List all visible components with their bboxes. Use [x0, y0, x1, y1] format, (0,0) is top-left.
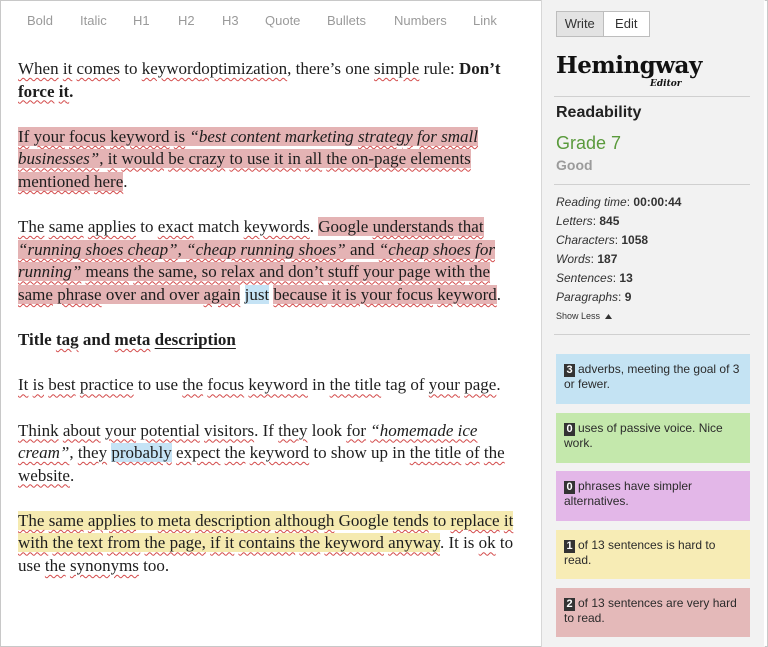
word: to — [124, 59, 138, 78]
word: look — [311, 420, 342, 440]
word: here — [94, 171, 124, 191]
passive-voice-card[interactable] — [556, 413, 750, 463]
word: rule: — [423, 59, 455, 78]
text: the same — [18, 262, 491, 304]
word: to — [140, 510, 154, 530]
edit-mode-button[interactable]: Edit — [615, 16, 638, 31]
word: is — [32, 375, 44, 395]
section-heading — [18, 329, 528, 352]
word: strategy — [357, 126, 413, 146]
simpler-count: 0 — [564, 481, 575, 494]
word: exact — [157, 217, 194, 237]
word: Title — [18, 330, 52, 350]
word: they — [278, 420, 308, 440]
word: anyway — [388, 533, 440, 553]
word: your — [104, 420, 137, 440]
quote: “cheap shoes for running” — [18, 239, 495, 282]
simpler-alternatives-card[interactable] — [556, 471, 750, 521]
text: , — [177, 239, 182, 259]
word: keywords — [243, 217, 310, 237]
word: the — [44, 556, 66, 576]
simpler-text: phrases have simpler alternatives. — [564, 479, 693, 508]
veryhard-text: of 13 sentences are very hard to read. — [564, 596, 737, 625]
word: mentioned — [18, 171, 90, 191]
word: all — [305, 149, 323, 169]
word: about — [62, 420, 101, 440]
mode-toggle — [556, 11, 650, 37]
text: for small businesses” — [18, 126, 478, 169]
text: stuff your page with — [327, 262, 465, 282]
word: that — [458, 217, 484, 237]
text: the same, so relax and don’t — [133, 262, 324, 282]
stat-value: 187 — [597, 252, 618, 266]
paragraph-4 — [18, 374, 528, 397]
word: Think — [18, 420, 59, 440]
text: to use — [18, 533, 514, 576]
word: ok — [478, 533, 496, 553]
format-toolbar — [0, 0, 540, 40]
word: keyword — [248, 375, 308, 395]
word: from — [107, 533, 141, 553]
word: same — [48, 510, 84, 530]
word: your — [428, 375, 460, 395]
quote: “running shoes cheap” — [18, 239, 178, 259]
text: , — [69, 443, 74, 463]
stat-characters: Characters: 1058 — [556, 233, 649, 247]
text: . — [309, 217, 315, 237]
stat-label: Paragraphs — [556, 290, 619, 304]
word: expect — [176, 443, 221, 463]
paragraph-2 — [18, 126, 528, 194]
text: . It is — [439, 533, 475, 553]
word: it — [107, 149, 118, 169]
text: , there’s one — [287, 59, 370, 78]
word: meta — [114, 330, 151, 350]
word: focus — [207, 375, 245, 395]
word: keyword — [324, 533, 384, 553]
text: if it — [210, 533, 235, 553]
word: it — [62, 59, 73, 78]
text: . — [123, 171, 128, 191]
quote-button[interactable]: Quote — [265, 13, 301, 28]
word: the — [224, 443, 246, 463]
text-editor[interactable] — [18, 58, 528, 600]
paragraph-5 — [18, 420, 528, 488]
text: to use — [137, 375, 179, 395]
h2-button[interactable]: H2 — [178, 13, 195, 28]
word: they — [77, 443, 108, 463]
stat-letters: Letters: 845 — [556, 214, 620, 228]
very-hard-sentence — [18, 127, 478, 191]
quote: “cheap running shoes” — [186, 239, 346, 259]
adverbs-card[interactable] — [556, 354, 750, 404]
word: Google — [338, 510, 389, 530]
stat-label: Words — [556, 252, 591, 266]
stat-label: Sentences — [556, 271, 613, 285]
text: it is your focus — [331, 284, 434, 304]
text: the page, — [144, 533, 206, 553]
word: keyword — [249, 443, 310, 463]
stat-label: Letters — [556, 214, 593, 228]
stat-label: Characters — [556, 233, 615, 247]
bullets-button[interactable]: Bullets — [327, 13, 367, 28]
word: synonyms — [69, 556, 139, 576]
word: because — [273, 284, 328, 304]
adverbs-text: adverbs, meeting the goal of 3 or fewer. — [564, 362, 740, 391]
stat-value: 1058 — [621, 233, 649, 247]
text: “best content marketing — [189, 126, 354, 146]
quote: “homemade ice cream” — [18, 420, 478, 463]
word: although — [274, 510, 335, 530]
word: is — [173, 126, 186, 146]
word: be crazy — [168, 149, 226, 169]
text: , — [99, 149, 104, 169]
text: . — [496, 284, 501, 304]
word: simple — [374, 59, 420, 78]
word: When — [18, 59, 59, 78]
stat-sentences: Sentences: 13 — [556, 271, 633, 285]
word: potential — [140, 420, 200, 440]
word: The — [18, 217, 45, 237]
word: it — [58, 81, 70, 101]
text: to show up in — [313, 443, 406, 463]
word: The — [18, 510, 45, 530]
word: of — [465, 443, 480, 463]
stat-value: 13 — [619, 271, 633, 285]
paragraph-3 — [18, 216, 528, 306]
word: in — [312, 375, 326, 395]
h1-button[interactable]: H1 — [133, 13, 150, 28]
word: understands — [372, 217, 454, 237]
word: keyword — [141, 59, 202, 78]
readability-heading: Readability — [556, 104, 642, 121]
very-hard-sentences-card[interactable] — [556, 588, 750, 637]
word: it — [503, 510, 514, 530]
word: Don’t — [459, 59, 501, 78]
word: keyword — [110, 126, 170, 146]
stats-list — [556, 193, 681, 307]
text: the text — [52, 533, 103, 553]
link-button[interactable]: Link — [473, 13, 497, 28]
word: keyword — [437, 284, 497, 304]
word: to — [140, 217, 154, 237]
word: best — [48, 375, 76, 395]
text: to use it in — [229, 149, 301, 169]
word: description — [195, 510, 271, 530]
word: practice — [79, 375, 134, 395]
word: means — [85, 262, 129, 282]
hard-sentences-card[interactable] — [556, 530, 750, 579]
word: phrase — [57, 284, 102, 304]
word: comes — [76, 59, 120, 78]
hemingway-logo — [556, 52, 736, 96]
grade-level: Grade 7 — [556, 133, 622, 153]
grade-rating: Good — [556, 157, 593, 173]
word: with — [18, 533, 49, 553]
stat-value: 9 — [624, 290, 632, 304]
italic-button[interactable]: Italic — [80, 13, 107, 28]
logo-subtitle: Editor — [650, 79, 682, 89]
text: . — [496, 375, 501, 395]
text: over and over — [105, 284, 200, 304]
text: the on-page elements — [326, 149, 471, 169]
stat-reading-time: Reading time: 00:00:44 — [556, 195, 682, 209]
show-less-label: Show Less — [556, 311, 601, 321]
sidebar — [541, 0, 765, 647]
text: too. — [143, 556, 170, 576]
show-less-link[interactable] — [556, 311, 612, 321]
word: visitors — [204, 420, 255, 440]
word: If — [18, 126, 30, 146]
veryhard-count: 2 — [564, 598, 575, 611]
numbers-button[interactable]: Numbers — [394, 13, 447, 28]
word: optimization — [201, 59, 288, 78]
bold-button[interactable]: Bold — [27, 13, 54, 28]
adverb-highlight: probably — [111, 443, 172, 463]
paragraph-6 — [18, 510, 528, 578]
stat-words: Words: 187 — [556, 252, 618, 266]
very-hard-sentence — [273, 285, 496, 304]
scrollbar[interactable] — [764, 1, 767, 646]
word: same — [48, 217, 84, 237]
word: contains — [238, 533, 296, 553]
divider — [554, 96, 750, 97]
word: for — [346, 420, 367, 440]
word: force — [18, 81, 55, 101]
word: tends — [392, 510, 429, 530]
divider — [554, 334, 750, 335]
adverbs-count: 3 — [564, 364, 575, 377]
text: . — [69, 465, 75, 485]
caret-up-icon — [605, 314, 612, 319]
stat-value: 845 — [599, 214, 620, 228]
word: applies — [87, 217, 137, 237]
word: the — [299, 533, 321, 553]
word: tag — [55, 330, 79, 350]
text: the title — [329, 375, 382, 395]
stat-value: 00:00:44 — [633, 195, 682, 209]
h3-button[interactable]: H3 — [222, 13, 239, 28]
divider — [554, 184, 750, 185]
word: to — [433, 510, 447, 530]
stat-paragraphs: Paragraphs: 9 — [556, 290, 632, 304]
text: the title — [409, 443, 462, 463]
word: and — [82, 330, 111, 350]
text: the website — [18, 443, 505, 485]
hard-text: of 13 sentences is hard to read. — [564, 538, 716, 567]
word: applies — [87, 510, 137, 530]
passive-text: uses of passive voice. Nice work. — [564, 421, 723, 450]
word: the — [182, 375, 204, 395]
stat-label: Reading time — [556, 195, 627, 209]
word: match — [197, 217, 240, 237]
word: and — [350, 239, 375, 259]
adverb-highlight: just — [244, 284, 270, 304]
word: would — [121, 149, 164, 169]
word: replace — [450, 510, 500, 530]
word: your — [33, 126, 65, 146]
word: focus — [69, 126, 106, 146]
word: again — [203, 284, 241, 304]
text: tag of — [385, 375, 425, 395]
passive-count: 0 — [564, 423, 575, 436]
word: It — [18, 375, 29, 395]
paragraph-1 — [18, 58, 528, 103]
text: . If — [254, 420, 274, 440]
write-mode-button[interactable]: Write — [557, 12, 604, 36]
hard-count: 1 — [564, 540, 575, 553]
word: description — [154, 330, 236, 350]
text: . — [69, 81, 74, 101]
word: page — [464, 375, 497, 395]
word: Google — [318, 217, 369, 237]
logo-name: Hemingway — [556, 52, 702, 79]
word: meta — [157, 510, 191, 530]
